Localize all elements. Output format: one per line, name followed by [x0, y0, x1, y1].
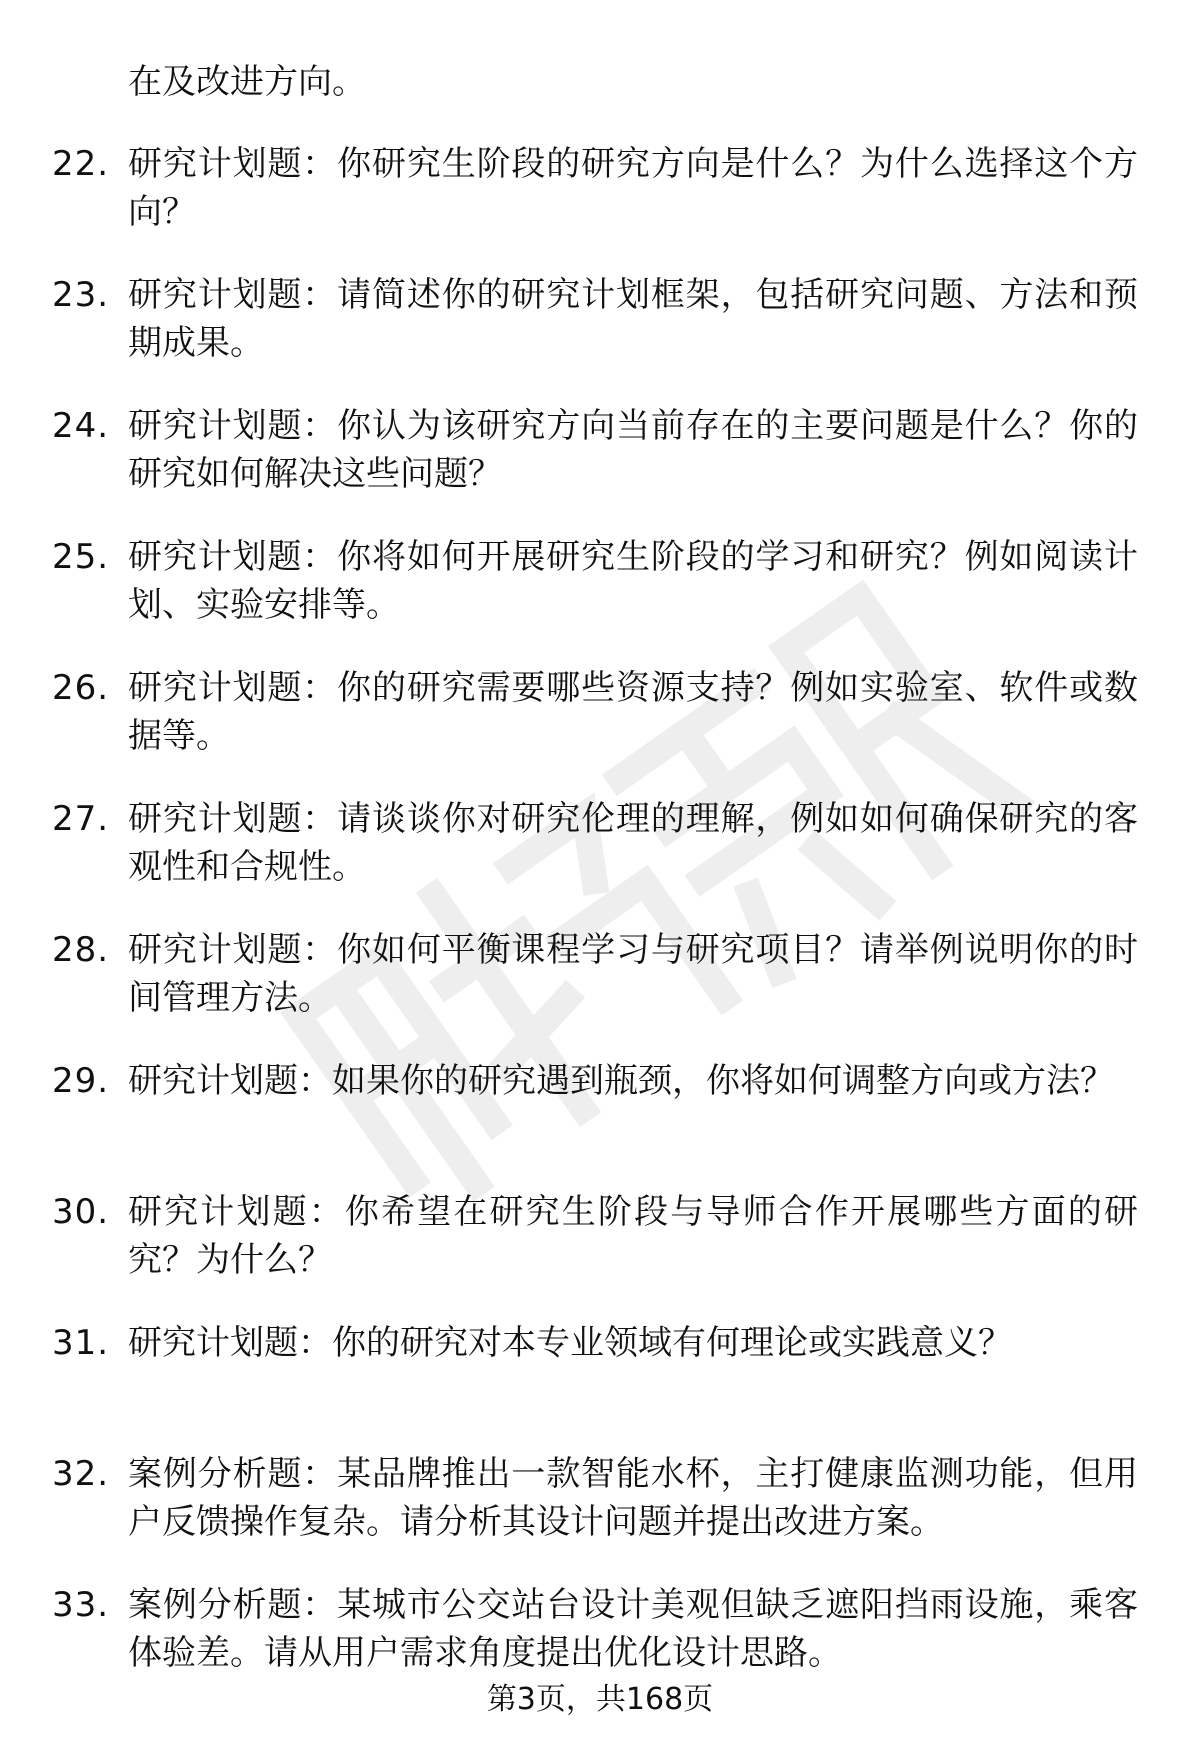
question-item: [0, 664, 1200, 795]
question-item: [0, 271, 1200, 402]
question-number: 32.: [52, 1454, 110, 1494]
question-item: [0, 795, 1200, 926]
question-text: 研究计划题：你的研究需要哪些资源支持？例如实验室、软件或数据等。: [128, 668, 1138, 756]
question-number: 33.: [52, 1585, 110, 1625]
question-number: 22.: [52, 144, 110, 184]
question-item: [0, 1450, 1200, 1581]
page-footer: 第3页，共168页: [486, 1682, 714, 1717]
question-number: 31.: [52, 1323, 110, 1363]
question-number: 23.: [52, 275, 110, 315]
question-number: 26.: [52, 668, 110, 708]
question-item: [0, 1319, 1200, 1450]
question-text: 研究计划题：如果你的研究遇到瓶颈，你将如何调整方向或方法？: [128, 1061, 1114, 1101]
question-number: 30.: [52, 1192, 110, 1232]
question-number: 29.: [52, 1061, 110, 1101]
question-number: 27.: [52, 799, 110, 839]
question-number: 25.: [52, 537, 110, 577]
question-text: 研究计划题：请谈谈你对研究伦理的理解，例如如何确保研究的客观性和合规性。: [128, 799, 1138, 887]
question-text: 研究计划题：你研究生阶段的研究方向是什么？为什么选择这个方向？: [128, 144, 1138, 232]
question-text: 研究计划题：你认为该研究方向当前存在的主要问题是什么？你的研究如何解决这些问题？: [128, 406, 1138, 494]
question-text: 研究计划题：你将如何开展研究生阶段的学习和研究？例如阅读计划、实验安排等。: [128, 537, 1138, 625]
question-list: [0, 140, 1200, 1712]
question-text: 研究计划题：请简述你的研究计划框架，包括研究问题、方法和预期成果。: [128, 275, 1138, 363]
continued-question-text: 在及改进方向。: [128, 62, 366, 102]
question-item: [0, 140, 1200, 271]
question-text: 案例分析题：某品牌推出一款智能水杯，主打健康监测功能，但用户反馈操作复杂。请分析其设计问题并提出改进方案。: [128, 1454, 1138, 1542]
question-text: 案例分析题：某城市公交站台设计美观但缺乏遮阳挡雨设施，乘客体验差。请从用户需求角度提出优化设计思路。: [128, 1585, 1138, 1673]
question-number: 28.: [52, 930, 110, 970]
question-text: 研究计划题：你的研究对本专业领域有何理论或实践意义？: [128, 1323, 1012, 1363]
question-number: 24.: [52, 406, 110, 446]
question-text: 研究计划题：你如何平衡课程学习与研究项目？请举例说明你的时间管理方法。: [128, 930, 1138, 1018]
question-item: [0, 1057, 1200, 1188]
question-item: [0, 926, 1200, 1057]
question-item: [0, 1188, 1200, 1319]
question-item: [0, 402, 1200, 533]
question-item: [0, 533, 1200, 664]
question-text: 研究计划题：你希望在研究生阶段与导师合作开展哪些方面的研究？为什么？: [128, 1192, 1138, 1280]
